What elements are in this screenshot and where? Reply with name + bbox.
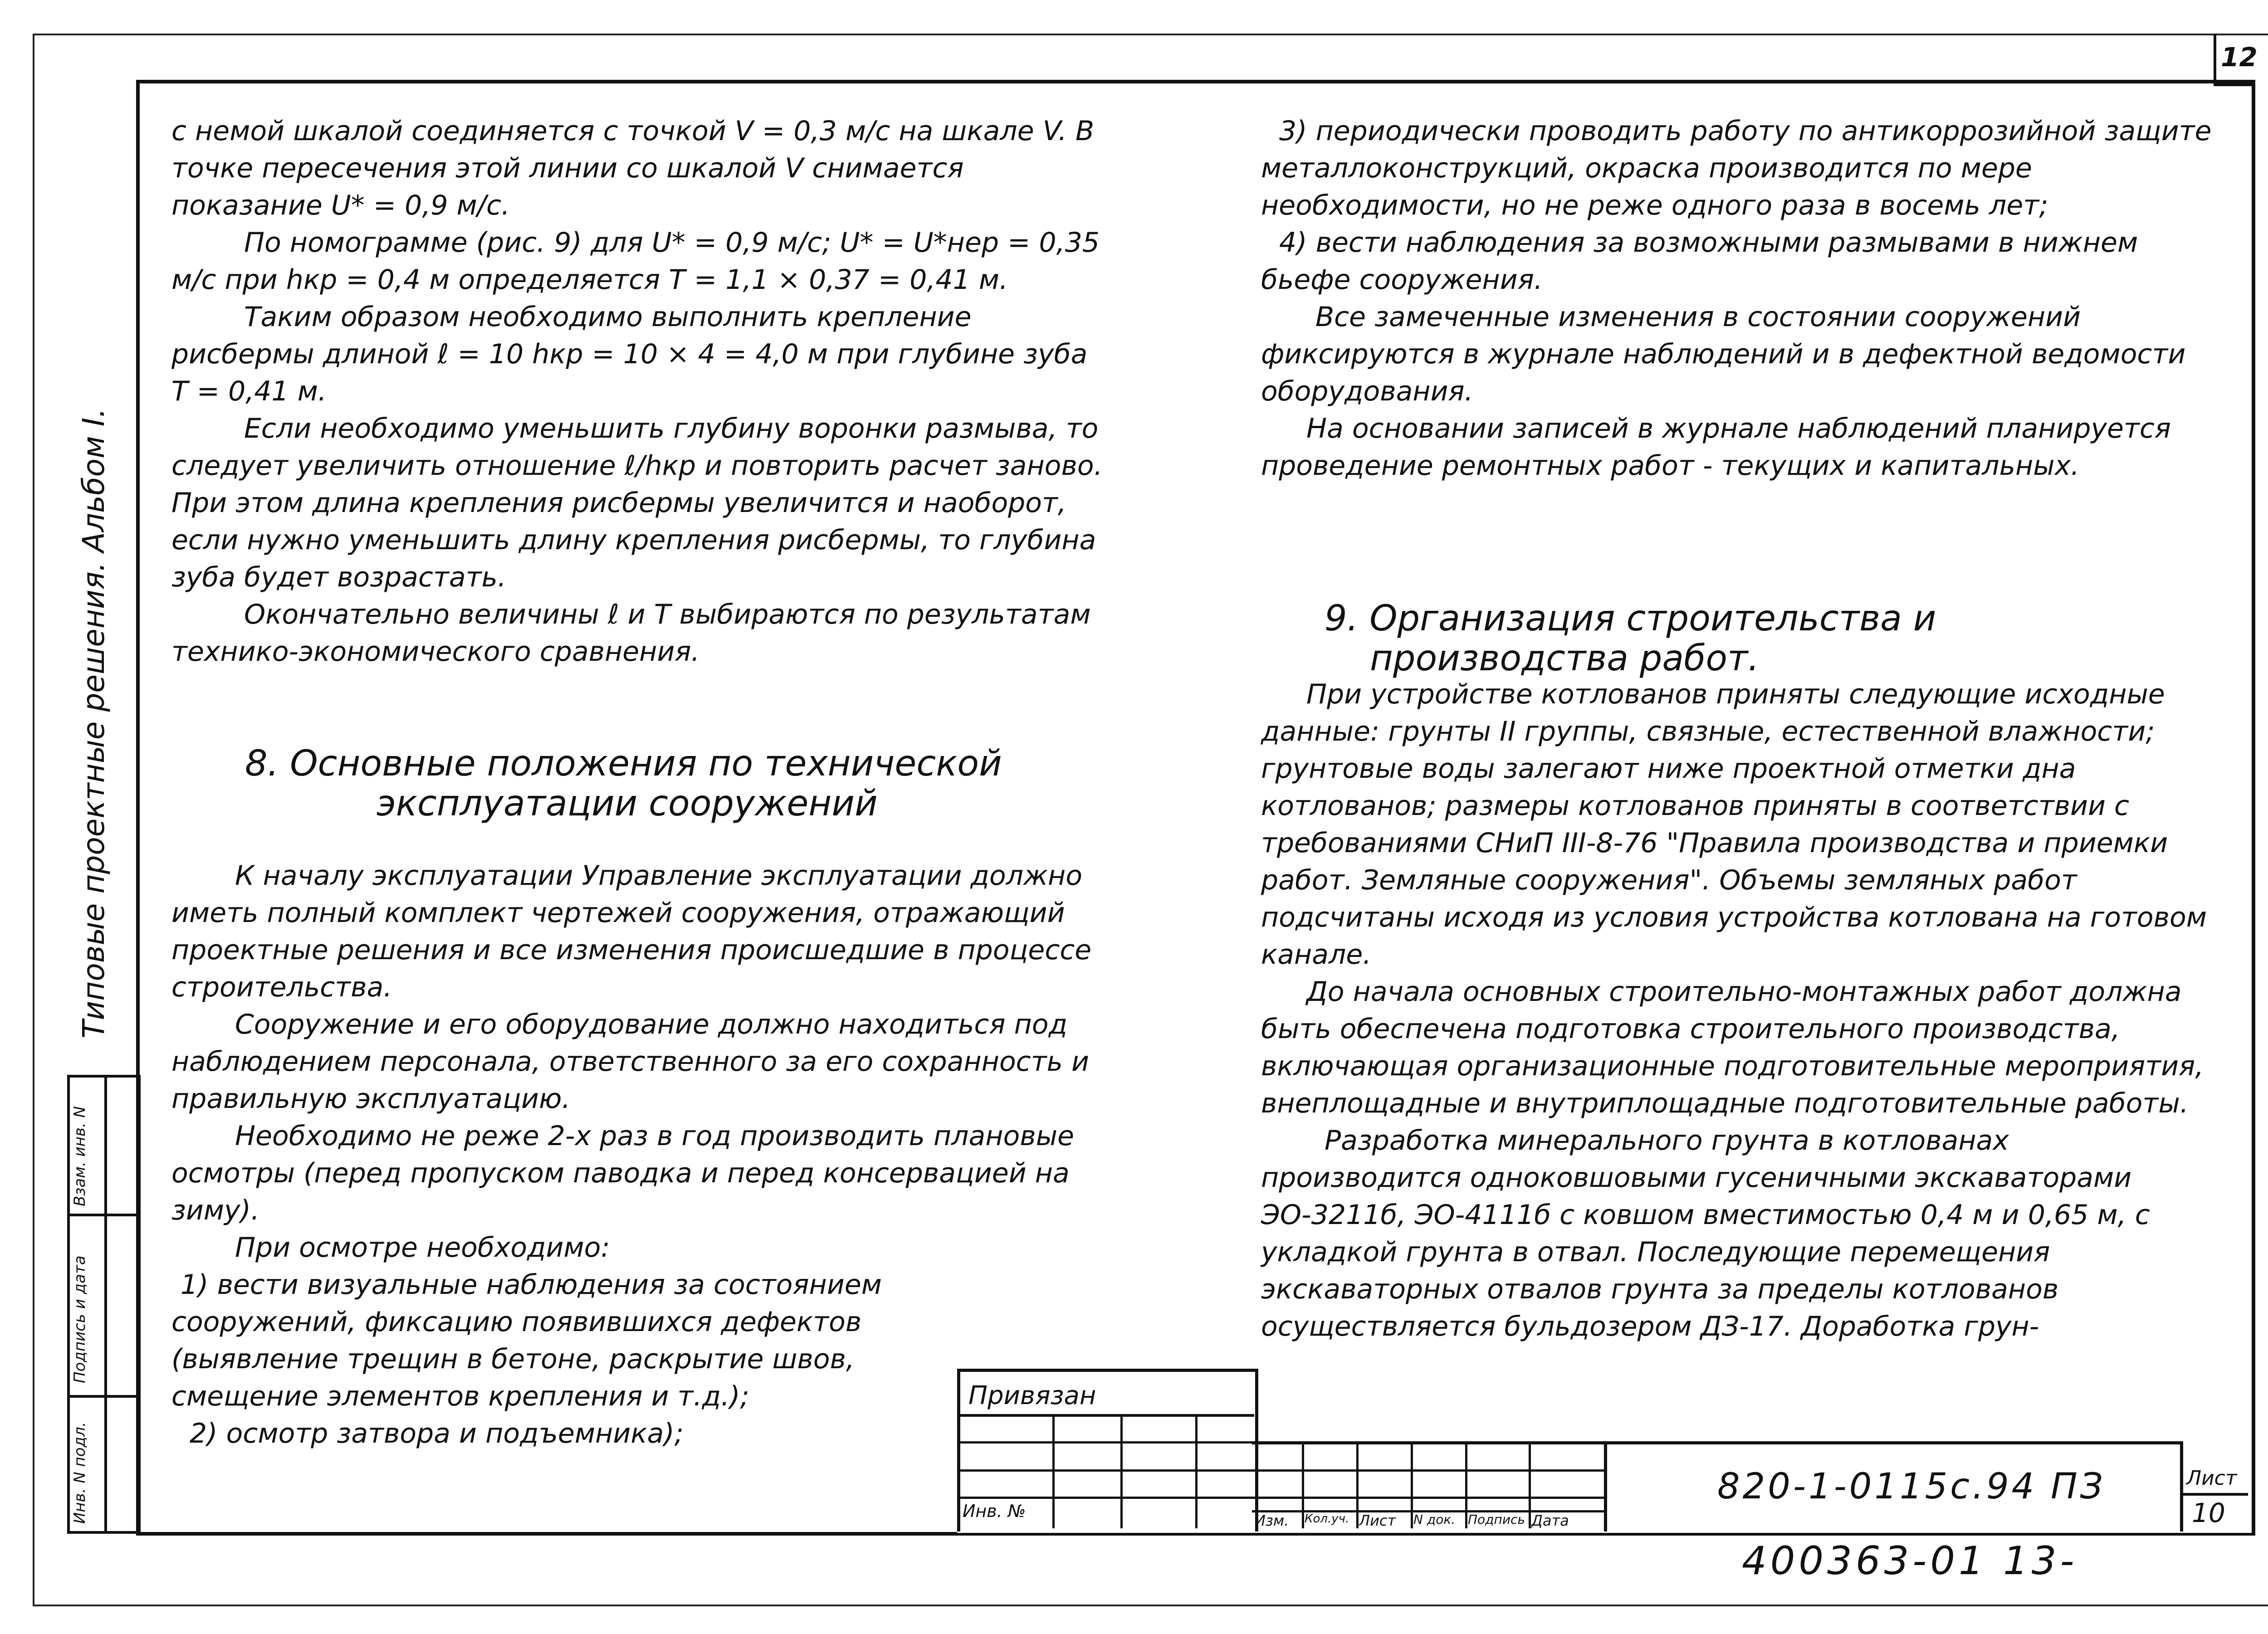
right-paragraph: На основании записей в журнале наблюдений планируется проведение ремонтных работ - текущих и капитальных. <box>1261 413 2171 482</box>
inv-no-label: Инв. № <box>963 1501 1026 1521</box>
privyazan-label: Привязан <box>968 1381 1096 1410</box>
right-paragraph: До начала основных строительно-монтажных работ должна быть обеспечена подготовка строительного производства, включающая организационные подготовительные мероприятия, внеплощадные и внутриплощадные подготовительные работы. <box>1261 976 2204 1119</box>
corner-page-number: 12 <box>2221 42 2258 73</box>
sheet-number-box <box>2180 1465 2248 1528</box>
col-izm: Изм. <box>1255 1512 1289 1529</box>
col-ndok: N док. <box>1413 1512 1456 1527</box>
col-podpis: Подпись <box>1468 1512 1525 1527</box>
right-paragraph: Разработка минерального грунта в котлованах производится одноковшовыми гусеничными экскаваторами ЭО-3211б, ЭО-4111б с ковшом вместимостью 0,4 м и 0,65 м, с укладкой грунта в отвал. Последующие перемещения экскаваторных отвалов грунта за пределы котлованов осуществляется бульдозером ДЗ-17. Доработка грун- <box>1261 1125 2150 1342</box>
margin-stamp-inv: Инв. N подл. <box>71 1422 89 1524</box>
left-paragraph: При осмотре необходимо: <box>235 1232 610 1263</box>
privyazan-divider <box>957 1414 1254 1417</box>
corner-page-box <box>2214 34 2258 86</box>
sheet-number: 10 <box>2192 1497 2225 1528</box>
right-paragraph: Все замеченные изменения в состоянии сооружений фиксируются в журнале наблюдений и в дефектной ведомости оборудования. <box>1261 301 2186 407</box>
right-paragraph: При устройстве котлованов приняты следующие исходные данные: грунты II группы, связные, естественной влажности; грунтовые воды залегают ниже проектной отметки дна котлованов; размеры котлованов приняты в соответствии с требованиями СНиП III-8-76 "Правила производства и приемки работ. Земляные сооружения". Объемы земляных работ подсчитаны исходя из условия устройства котлована на готовом канале. <box>1261 678 2207 971</box>
left-list-item: 1) вести визуальные наблюдения за состоянием сооружений, фиксацию появившихся дефектов (выявление трещин в бетоне, раскрытие швов, смещение элементов крепления и т.д.); <box>171 1269 882 1412</box>
side-album-label: Типовые проектные решения. Альбом I. <box>76 408 111 1039</box>
section-9-heading <box>1325 599 2186 678</box>
left-paragraph: К началу эксплуатации Управление эксплуатации должно иметь полный комплект чертежей сооружения, отражающий проектные решения и все изменения происшедшие в процессе строительства. <box>171 860 1092 1003</box>
left-paragraph: Сооружение и его оборудование должно находиться под наблюдением персонала, ответственного за его сохранность и правильную эксплуатацию. <box>171 1009 1090 1115</box>
document-designation: 820-1-0115с.94 ПЗ <box>1717 1466 2106 1507</box>
section-9-heading-line2: производства работ. <box>1370 638 1760 679</box>
designation-box <box>1604 1441 2183 1532</box>
col-koluch: Кол.уч. <box>1305 1512 1349 1526</box>
col-list: Лист <box>1359 1512 1396 1529</box>
right-top-text <box>1261 112 2214 484</box>
left-paragraph: По номограмме (рис. 9) для U* = 0,9 м/с; U* = U*нер = 0,35 м/с при hкр = 0,4 м определяется T = 1,1 × 0,37 = 0,41 м. <box>171 227 1100 296</box>
left-paragraph: Таким образом необходимо выполнить крепление рисбермы длиной ℓ = 10 hкр = 10 × 4 = 4,0 м при глубине зуба T = 0,41 м. <box>171 301 1088 407</box>
sheet-label: Лист <box>2186 1467 2237 1490</box>
margin-stamp-podpis: Подпись и дата <box>71 1255 89 1383</box>
section-8-heading <box>245 744 1107 824</box>
left-paragraph: с немой шкалой соединяется с точкой V = 0,3 м/с на шкале V. В точке пересечения этой линии со шкалой V снимается показание U* = 0,9 м/с. <box>171 115 1095 221</box>
margin-stamp-vzam: Взам. инв. N <box>71 1106 89 1206</box>
section-9-heading-line1: 9. Организация строительства и <box>1325 598 1936 639</box>
section-8-heading-line2: эксплуатации сооружений <box>376 783 878 824</box>
right-bottom-text <box>1261 676 2214 1345</box>
col-data: Дата <box>1531 1512 1569 1529</box>
left-section-text <box>171 857 1106 1452</box>
section-8-heading-line1: 8. Основные положения по технической <box>245 743 1002 784</box>
left-list-item: 2) осмотр затвора и подъемника); <box>190 1418 684 1449</box>
right-paragraph: 3) периодически проводить работу по антикоррозийной защите металлоконструкций, окраска производится по мере необходимости, но не реже одного раза в восемь лет; <box>1261 115 2212 221</box>
stamp-number: 400363-01 13- <box>1742 1538 2078 1584</box>
left-paragraph: Окончательно величины ℓ и T выбираются по результатам технико-экономического сравнения. <box>171 599 1091 668</box>
left-paragraph: Если необходимо уменьшить глубину воронки размыва, то следует увеличить отношение ℓ/hкр и повторить расчет заново. При этом длина крепления рисбермы увеличится и наоборот, если нужно уменьшить длину крепления рисбермы, то глубина зуба будет возрастать. <box>171 413 1103 593</box>
left-intro-text <box>171 112 1106 670</box>
right-paragraph: 4) вести наблюдения за возможными размывами в нижнем бьефе сооружения. <box>1261 227 2138 296</box>
left-paragraph: Необходимо не реже 2-х раз в год производить плановые осмотры (перед пропуском паводка и перед консервацией на зиму). <box>171 1120 1074 1226</box>
